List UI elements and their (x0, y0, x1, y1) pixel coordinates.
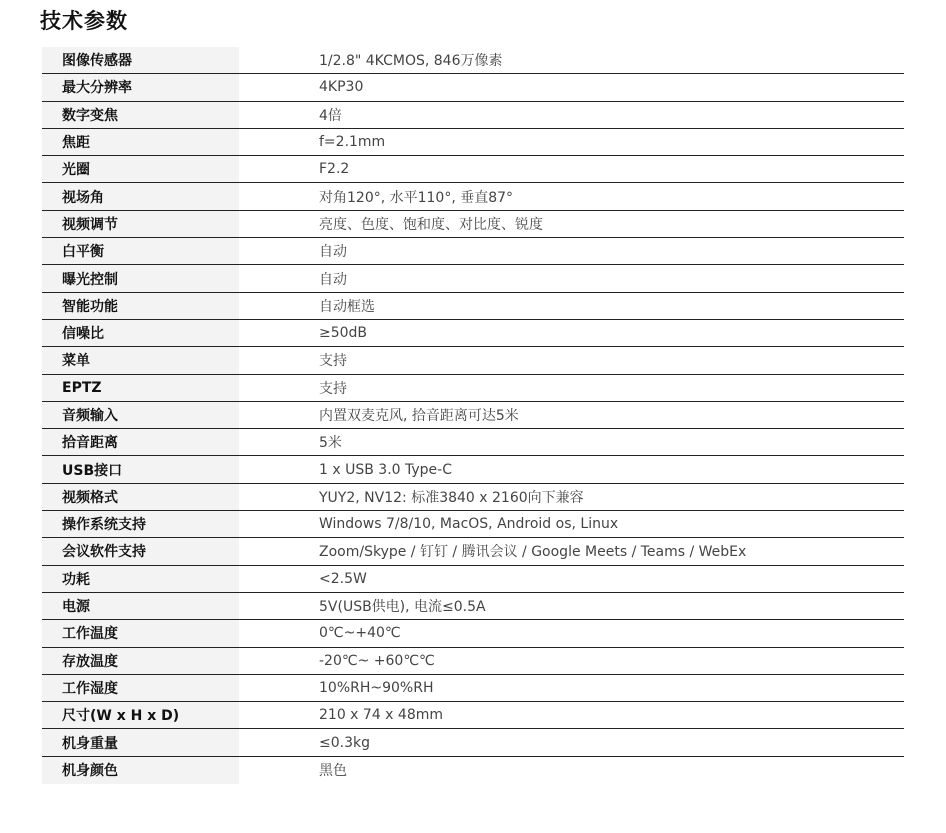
spec-label: 菜单 (42, 347, 239, 373)
spec-value: 亮度、色度、饱和度、对比度、锐度 (319, 216, 543, 233)
spec-table (42, 47, 904, 784)
spec-value: 5V(USB供电), 电流≤0.5A (319, 599, 486, 616)
spec-row (42, 129, 904, 156)
spec-value: 4倍 (319, 107, 342, 124)
spec-value: -20℃~ +60℃℃ (319, 652, 435, 669)
spec-label: 会议软件支持 (42, 538, 239, 564)
spec-label: 智能功能 (42, 293, 239, 319)
spec-row (42, 402, 904, 429)
spec-value: 210 x 74 x 48mm (319, 707, 443, 724)
spec-value: YUY2, NV12: 标准3840 x 2160向下兼容 (319, 489, 584, 506)
spec-row (42, 566, 904, 593)
spec-label: 最大分辨率 (42, 74, 239, 100)
spec-value: 内置双麦克风, 拾音距离可达5米 (319, 408, 519, 424)
spec-value: 自动 (319, 244, 347, 261)
spec-value: 黑色 (319, 763, 347, 780)
spec-value: 自动框选 (319, 298, 375, 315)
spec-row (42, 620, 904, 647)
spec-row (42, 538, 904, 565)
spec-label: 尺寸(W x H x D) (42, 702, 239, 728)
spec-row (42, 211, 904, 238)
spec-label: 数字变焦 (42, 102, 239, 128)
spec-value: Zoom/Skype / 钉钉 / 腾讯会议 / Google Meets / Teams / WebEx (319, 544, 747, 561)
spec-row (42, 511, 904, 538)
spec-value: 5米 (319, 435, 342, 452)
spec-label: 曝光控制 (42, 265, 239, 291)
page-title: 技术参数 (40, 9, 128, 33)
spec-value: Windows 7/8/10, MacOS, Android os, Linux (319, 516, 619, 533)
spec-row (42, 47, 904, 74)
spec-label: USB接口 (42, 456, 239, 482)
spec-label: 工作温度 (42, 620, 239, 646)
spec-row (42, 456, 904, 483)
spec-label: 工作湿度 (42, 675, 239, 701)
spec-label: 拾音距离 (42, 429, 239, 455)
spec-label: 视场角 (42, 183, 239, 209)
spec-label: 机身颜色 (42, 757, 239, 784)
spec-value: 10%RH~90%RH (319, 679, 434, 696)
spec-label: 操作系统支持 (42, 511, 239, 537)
spec-value: F2.2 (319, 161, 350, 178)
spec-label: 视频格式 (42, 484, 239, 510)
spec-row (42, 484, 904, 511)
spec-row (42, 675, 904, 702)
spec-label: 焦距 (42, 129, 239, 155)
spec-label: 电源 (42, 593, 239, 619)
spec-label: 白平衡 (42, 238, 239, 264)
spec-row (42, 648, 904, 675)
spec-row (42, 347, 904, 374)
spec-label: 图像传感器 (42, 47, 239, 73)
spec-value: 支持 (319, 353, 347, 370)
spec-value: 1/2.8" 4KCMOS, 846万像素 (319, 53, 503, 70)
spec-label: EPTZ (42, 375, 239, 401)
spec-value: ≥50dB (319, 325, 368, 342)
spec-label: 音频输入 (42, 402, 239, 428)
spec-label: 光圈 (42, 156, 239, 182)
spec-value: 对角120°, 水平110°, 垂直87° (319, 189, 514, 206)
spec-row (42, 593, 904, 620)
spec-value: 自动 (319, 271, 347, 288)
spec-row (42, 156, 904, 183)
spec-value: ≤0.3kg (319, 734, 370, 751)
spec-row (42, 74, 904, 101)
spec-value: <2.5W (319, 570, 367, 587)
spec-row (42, 729, 904, 756)
spec-value: 4KP30 (319, 79, 364, 96)
spec-row (42, 702, 904, 729)
spec-row (42, 102, 904, 129)
spec-value: 1 x USB 3.0 Type-C (319, 461, 452, 478)
spec-label: 功耗 (42, 566, 239, 592)
spec-row (42, 293, 904, 320)
spec-label: 存放温度 (42, 648, 239, 674)
spec-row (42, 265, 904, 292)
spec-row (42, 375, 904, 402)
spec-value: 支持 (319, 380, 347, 397)
spec-label: 视频调节 (42, 211, 239, 237)
spec-row (42, 238, 904, 265)
spec-row (42, 429, 904, 456)
spec-row (42, 320, 904, 347)
spec-row (42, 183, 904, 210)
spec-label: 信噪比 (42, 320, 239, 346)
spec-value: 0℃~+40℃ (319, 625, 401, 642)
spec-value: f=2.1mm (319, 134, 386, 151)
spec-row (42, 757, 904, 784)
spec-label: 机身重量 (42, 729, 239, 755)
